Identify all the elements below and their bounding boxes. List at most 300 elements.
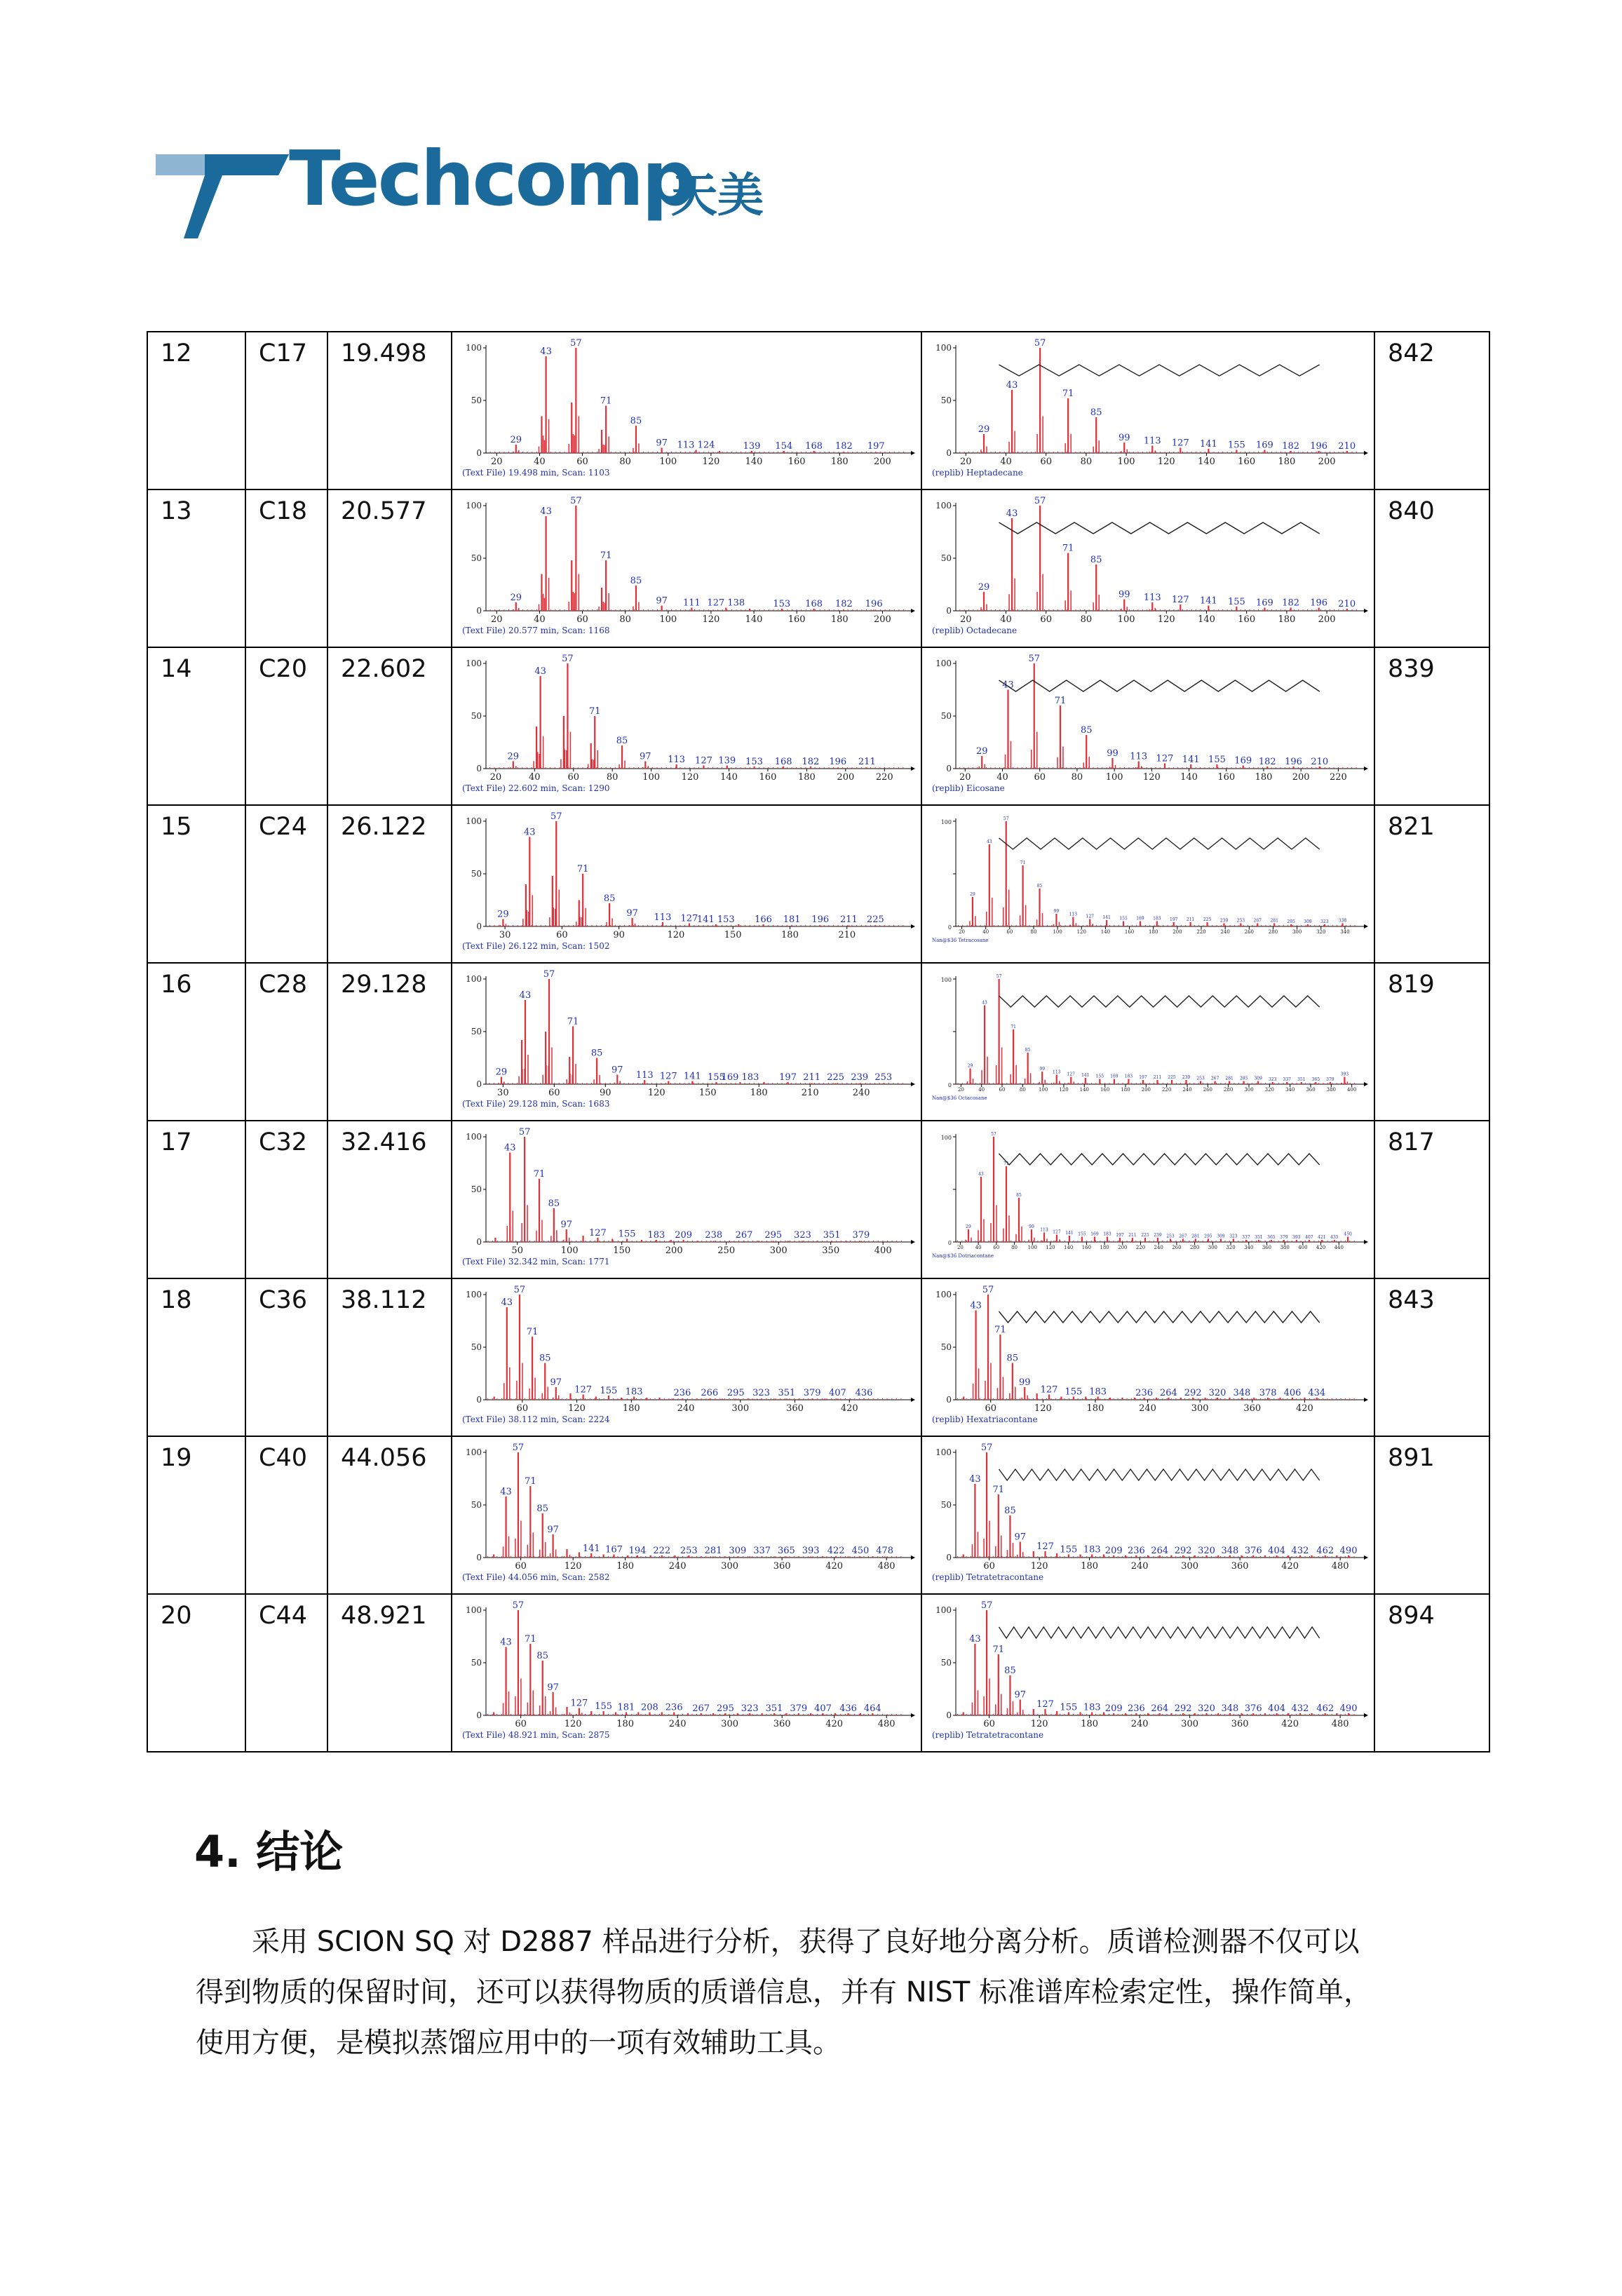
x-tick-label: 20 — [491, 457, 503, 467]
peak-label: 29 — [975, 746, 988, 757]
x-tick-label: 120 — [564, 1561, 582, 1572]
x-axis-arrow-icon — [911, 1713, 915, 1717]
peak-label: 208 — [641, 1702, 658, 1713]
peak-label: 127 — [1171, 595, 1189, 605]
peak-label: 155 — [1208, 755, 1226, 765]
peak-label: 57 — [1034, 338, 1046, 349]
alkane-structure-icon — [999, 522, 1320, 534]
x-tick-label: 90 — [600, 1088, 611, 1098]
x-tick-label: 200 — [1318, 614, 1336, 625]
peak-label: 320 — [1208, 1388, 1226, 1398]
peak-label: 85 — [536, 1504, 548, 1514]
peak-label: 464 — [863, 1703, 881, 1714]
peak-label: 253 — [874, 1072, 893, 1083]
retention-time: 44.056 — [327, 1436, 452, 1594]
y-tick-label: 50 — [940, 1342, 952, 1352]
peak-label: 211 — [1128, 1233, 1137, 1238]
peak-label: 43 — [519, 990, 532, 1001]
x-axis-arrow-icon — [911, 1555, 915, 1560]
x-tick-label: 160 — [1100, 1087, 1110, 1093]
x-tick-label: 320 — [1316, 929, 1326, 935]
peak-label: 71 — [992, 1485, 1005, 1495]
match-score: 891 — [1374, 1436, 1489, 1594]
peak-label: 71 — [1054, 696, 1067, 706]
x-tick-label: 120 — [1157, 614, 1175, 625]
retention-time: 48.921 — [327, 1594, 452, 1752]
ms-results-table — [147, 331, 1490, 1753]
peak-label: 209 — [1104, 1703, 1123, 1714]
retention-time: 26.122 — [327, 805, 452, 963]
peak-label: 236 — [1127, 1546, 1145, 1556]
spectrum-caption: (Text File) 19.498 min, Scan: 1103 — [462, 468, 610, 478]
peak-label: 85 — [1036, 884, 1043, 889]
peak-label: 323 — [1229, 1234, 1238, 1239]
peak-label: 85 — [603, 893, 616, 904]
x-tick-label: 160 — [1238, 614, 1256, 625]
x-tick-label: 80 — [1080, 457, 1093, 467]
x-tick-label: 20 — [957, 1245, 964, 1250]
row-number: 15 — [147, 805, 245, 963]
table-row — [147, 647, 1489, 805]
x-tick-label: 300 — [721, 1561, 739, 1572]
peak-label: 182 — [835, 441, 853, 452]
table-row — [147, 1278, 1489, 1436]
x-tick-label: 300 — [769, 1245, 788, 1256]
x-tick-label: 180 — [1278, 614, 1296, 625]
sample-spectrum-cell — [452, 1436, 921, 1594]
x-tick-label: 160 — [1124, 929, 1135, 935]
x-tick-label: 120 — [667, 930, 685, 940]
peak-label: 57 — [512, 1600, 525, 1611]
y-tick-label: 50 — [940, 553, 952, 563]
library-spectrum-cell — [921, 1278, 1374, 1436]
peak-label: 351 — [1297, 1077, 1306, 1082]
x-tick-label: 340 — [1340, 929, 1350, 935]
x-tick-label: 360 — [1306, 1087, 1316, 1093]
x-tick-label: 60 — [556, 930, 568, 940]
sample-spectrum-cell — [452, 647, 921, 805]
x-tick-label: 260 — [1244, 929, 1255, 935]
compound-name: C40 — [245, 1436, 327, 1594]
peak-label: 166 — [755, 914, 772, 925]
mass-spectrum-chart — [922, 964, 1374, 1119]
peak-label: 267 — [1179, 1234, 1187, 1239]
peak-label: 43 — [986, 839, 992, 844]
peak-label: 379 — [803, 1388, 821, 1398]
conclusion-line: 得到物质的保留时间，还可以获得物质的质谱信息，并有 NIST 标准谱库检索定性，操作简单， — [196, 1976, 1372, 2008]
peak-label: 85 — [1025, 1048, 1031, 1053]
x-tick-label: 180 — [750, 1088, 768, 1098]
x-tick-label: 180 — [830, 614, 849, 625]
y-tick-label: 100 — [940, 1135, 952, 1141]
peak-label: 337 — [753, 1546, 771, 1556]
peak-label: 85 — [548, 1198, 560, 1209]
alkane-structure-icon — [999, 365, 1320, 376]
peak-label: 97 — [1014, 1532, 1027, 1543]
x-tick-label: 140 — [1180, 772, 1198, 783]
compound-name: C36 — [245, 1278, 327, 1436]
x-tick-label: 140 — [745, 457, 763, 467]
peak-label: 43 — [500, 1487, 512, 1497]
x-tick-label: 180 — [1081, 1561, 1099, 1572]
peak-label: 113 — [1069, 912, 1078, 917]
peak-label: 196 — [1310, 441, 1328, 452]
retention-time: 19.498 — [327, 332, 452, 489]
peak-label: 421 — [1318, 1235, 1326, 1240]
x-tick-label: 340 — [1244, 1245, 1254, 1250]
x-tick-label: 50 — [511, 1245, 523, 1256]
peak-label: 127 — [1171, 438, 1189, 449]
peak-label: 365 — [1311, 1077, 1320, 1082]
peak-label: 196 — [829, 757, 847, 767]
peak-label: 435 — [1330, 1235, 1339, 1240]
x-tick-label: 160 — [1081, 1245, 1092, 1250]
peak-label: 155 — [1078, 1231, 1086, 1237]
peak-label: 239 — [1219, 918, 1229, 924]
x-tick-label: 120 — [1030, 1561, 1048, 1572]
peak-label: 337 — [1283, 1077, 1291, 1082]
peak-label: 71 — [525, 1476, 536, 1487]
peak-label: 225 — [827, 1072, 845, 1083]
peak-label: 43 — [1006, 508, 1018, 519]
logo-wordmark: Techcomp — [289, 135, 694, 223]
x-tick-label: 180 — [616, 1561, 635, 1572]
peak-label: 264 — [1151, 1546, 1169, 1556]
peak-label: 155 — [595, 1701, 613, 1712]
x-tick-label: 340 — [1285, 1087, 1295, 1093]
peak-label: 197 — [1139, 1075, 1147, 1080]
x-tick-label: 120 — [1157, 457, 1175, 467]
peak-label: 127 — [574, 1384, 593, 1396]
x-tick-label: 180 — [1121, 1087, 1130, 1093]
x-tick-label: 120 — [1034, 1403, 1052, 1414]
peak-label: 266 — [701, 1388, 719, 1398]
x-tick-label: 60 — [515, 1719, 527, 1729]
peak-label: 155 — [1227, 597, 1245, 607]
x-tick-label: 100 — [659, 457, 677, 467]
peak-label: 71 — [588, 706, 601, 717]
peak-label: 113 — [1130, 751, 1148, 762]
peak-label: 155 — [600, 1386, 618, 1396]
peak-label: 141 — [1102, 915, 1111, 920]
x-tick-label: 100 — [560, 1245, 579, 1256]
x-tick-label: 120 — [1046, 1245, 1055, 1250]
peak-label: 127 — [589, 1228, 607, 1238]
peak-label: 182 — [835, 599, 853, 609]
peak-label: 267 — [1210, 1076, 1219, 1081]
peak-label: 71 — [526, 1327, 539, 1337]
peak-label: 127 — [1036, 1699, 1054, 1710]
library-spectrum-cell — [921, 647, 1374, 805]
row-number: 16 — [147, 963, 245, 1121]
conclusion-line: 采用 SCION SQ 对 D2887 样品进行分析，获得了良好地分离分析。质谱检测器不仅可以 — [196, 1926, 1360, 1958]
spectrum-caption: (Text File) 32.342 min, Scan: 1771 — [462, 1257, 610, 1267]
x-tick-label: 320 — [1226, 1245, 1236, 1250]
mass-spectrum-chart — [922, 1279, 1374, 1435]
y-tick-label: 100 — [935, 1447, 952, 1457]
peak-label: 57 — [991, 1132, 996, 1137]
y-tick-label: 0 — [946, 448, 952, 458]
peak-label: 141 — [683, 1071, 701, 1082]
x-axis-arrow-icon — [1364, 1713, 1368, 1717]
spectrum-caption: (Text File) 22.602 min, Scan: 1290 — [462, 783, 610, 793]
spectrum-caption: Nan@$36 Octacosane — [932, 1095, 987, 1101]
peak-label: 183 — [1103, 1231, 1111, 1237]
peak-label: 113 — [668, 755, 686, 765]
peak-label: 99 — [1107, 748, 1118, 759]
peak-label: 295 — [1204, 1234, 1212, 1239]
x-tick-label: 160 — [1217, 772, 1236, 783]
mass-spectrum-chart — [452, 490, 921, 646]
peak-label: 127 — [570, 1698, 588, 1709]
x-tick-label: 380 — [1326, 1087, 1337, 1093]
peak-label: 292 — [1174, 1546, 1192, 1556]
x-tick-label: 60 — [1006, 929, 1013, 935]
peak-label: 127 — [695, 755, 712, 767]
x-tick-label: 60 — [1040, 614, 1052, 625]
x-tick-label: 440 — [1334, 1245, 1344, 1250]
peak-label: 85 — [536, 1651, 548, 1661]
x-tick-label: 380 — [1280, 1245, 1290, 1250]
peak-label: 43 — [524, 827, 536, 838]
x-tick-label: 280 — [1268, 929, 1278, 935]
peak-label: 85 — [1090, 407, 1102, 418]
y-tick-label: 0 — [946, 1395, 952, 1405]
x-tick-label: 20 — [959, 772, 971, 783]
peak-label: 407 — [1305, 1235, 1313, 1240]
peak-label: 85 — [1004, 1666, 1016, 1676]
peak-label: 127 138 — [707, 597, 745, 609]
x-tick-label: 360 — [1262, 1245, 1272, 1250]
compound-name: C32 — [245, 1121, 327, 1278]
peak-label: 99 — [1118, 589, 1130, 600]
peak-label: 236 — [1127, 1703, 1145, 1714]
peak-label: 450 — [1344, 1231, 1352, 1237]
x-tick-label: 60 — [983, 1561, 995, 1572]
peak-label: 253 — [1236, 918, 1245, 924]
peak-label: 379 — [790, 1703, 808, 1714]
peak-label: 155 — [618, 1229, 636, 1240]
peak-label: 99 — [1118, 433, 1130, 443]
peak-label: 320 — [1198, 1703, 1215, 1714]
x-tick-label: 300 — [1181, 1719, 1199, 1729]
x-tick-label: 180 — [830, 457, 849, 467]
match-score: 843 — [1374, 1278, 1489, 1436]
row-number: 14 — [147, 647, 245, 805]
peak-label: 379 — [1280, 1235, 1288, 1240]
spectrum-caption: (Text File) 44.056 min, Scan: 2582 — [462, 1572, 610, 1582]
y-tick-label: 0 — [476, 1553, 482, 1562]
compound-name: C24 — [245, 805, 327, 963]
peak-label: 379 — [1326, 1077, 1334, 1082]
peak-label: 97 — [547, 1682, 559, 1693]
y-tick-label: 50 — [471, 1184, 482, 1194]
peak-label: 99 — [1039, 1067, 1046, 1072]
peak-label: 71 — [533, 1169, 546, 1180]
y-tick-label: 100 — [466, 659, 482, 668]
peak-label: 378 — [1259, 1388, 1277, 1398]
y-tick-label: 100 — [466, 1605, 482, 1615]
peak-label: 169 — [1256, 440, 1273, 451]
x-axis-arrow-icon — [1364, 1555, 1368, 1560]
peak-label: 71 — [600, 396, 612, 407]
peak-label: 196 — [1310, 597, 1328, 609]
x-tick-label: 60 — [1040, 457, 1052, 467]
peak-label: 169 — [1110, 1074, 1118, 1079]
x-tick-label: 200 — [1118, 1245, 1128, 1250]
peak-label: 407 — [814, 1703, 832, 1714]
x-tick-label: 120 — [1076, 929, 1086, 935]
row-number: 12 — [147, 332, 245, 489]
peak-label: 85 — [539, 1353, 551, 1364]
peak-label: 432 — [1291, 1703, 1309, 1714]
x-tick-label: 480 — [877, 1719, 896, 1729]
x-tick-label: 420 — [825, 1719, 844, 1729]
x-tick-label: 140 — [1100, 929, 1111, 935]
peak-label: 113 — [1143, 435, 1161, 447]
peak-label: 211 — [1186, 917, 1195, 922]
peak-label: 323 — [1269, 1077, 1277, 1082]
peak-label: 309 — [1254, 1076, 1262, 1081]
x-tick-label: 40 — [982, 929, 989, 935]
mass-spectrum-chart — [922, 1595, 1374, 1750]
x-tick-label: 30 — [499, 930, 511, 940]
x-tick-label: 60 — [567, 772, 580, 783]
x-tick-label: 220 — [1161, 1087, 1172, 1093]
match-score: 839 — [1374, 647, 1489, 805]
peak-label: 295 — [726, 1388, 745, 1398]
x-tick-label: 210 — [838, 930, 856, 940]
peak-label: 127 — [680, 913, 698, 924]
table-row — [147, 805, 1489, 963]
row-number: 18 — [147, 1278, 245, 1436]
mass-spectrum-chart — [452, 1279, 921, 1435]
mass-spectrum-chart — [922, 806, 1374, 961]
x-tick-label: 60 — [576, 614, 588, 625]
peak-label: 351 — [778, 1388, 796, 1398]
x-tick-label: 40 — [1000, 457, 1012, 467]
peak-label: 97 — [656, 438, 668, 449]
peak-label: 71 — [1062, 543, 1074, 554]
peak-label: 351 — [1255, 1235, 1263, 1240]
match-score: 840 — [1374, 489, 1489, 647]
x-tick-label: 300 — [1292, 929, 1302, 935]
peak-label: 376 — [1244, 1703, 1262, 1714]
peak-label: 57 — [1003, 816, 1009, 821]
y-tick-label: 50 — [471, 553, 482, 563]
x-axis-arrow-icon — [1364, 451, 1368, 455]
alkane-structure-icon — [999, 996, 1320, 1007]
x-tick-label: 100 — [659, 614, 677, 625]
peak-label: 267 — [735, 1230, 753, 1241]
y-tick-label: 100 — [466, 974, 482, 984]
peak-label: 57 — [550, 811, 562, 822]
compound-name: C18 — [245, 489, 327, 647]
peak-label: 29 — [507, 751, 520, 762]
x-tick-label: 200 — [874, 614, 891, 625]
y-tick-label: 0 — [476, 1079, 482, 1089]
peak-label: 197 — [1170, 917, 1178, 922]
peak-label: 57 — [562, 654, 574, 664]
match-score: 819 — [1374, 963, 1489, 1121]
peak-label: 127 — [1053, 1229, 1061, 1235]
peak-label: 422 — [827, 1546, 845, 1556]
x-tick-label: 40 — [996, 772, 1008, 783]
x-tick-label: 100 — [1027, 1245, 1037, 1250]
peak-label: 113 124 — [677, 440, 715, 451]
x-tick-label: 260 — [1172, 1245, 1182, 1250]
peak-label: 404 — [1268, 1703, 1286, 1714]
x-tick-label: 360 — [773, 1719, 791, 1729]
x-tick-label: 240 — [1182, 1087, 1192, 1093]
x-tick-label: 80 — [1080, 614, 1093, 625]
mass-spectrum-chart — [922, 490, 1374, 646]
y-tick-label: 0 — [946, 606, 952, 616]
peak-label: 57 — [570, 496, 582, 506]
peak-label: 182 — [802, 757, 820, 767]
x-tick-label: 100 — [1053, 929, 1062, 935]
peak-label: 113 — [1040, 1227, 1048, 1233]
peak-label: 238 — [705, 1230, 723, 1241]
peak-label: 43 — [1006, 380, 1018, 391]
peak-label: 43 — [969, 1634, 981, 1645]
x-tick-label: 90 — [613, 930, 625, 940]
peak-label: 29 — [970, 892, 975, 897]
peak-label: 127 — [659, 1071, 677, 1082]
peak-label: 183 — [647, 1230, 665, 1241]
peak-label: 85 — [630, 576, 642, 586]
table-row — [147, 1121, 1489, 1278]
peak-label: 225 — [1168, 1075, 1176, 1080]
library-spectrum-cell — [921, 332, 1374, 489]
peak-label: 351 — [823, 1230, 841, 1241]
peak-label: 85 — [1004, 1506, 1016, 1516]
peak-label: 309 — [729, 1546, 747, 1556]
peak-label: 292 — [1174, 1703, 1192, 1714]
peak-label: 155 — [1119, 916, 1128, 921]
peak-label: 85 — [1090, 555, 1102, 565]
x-axis-arrow-icon — [1364, 1082, 1368, 1086]
peak-label: 351 — [765, 1703, 783, 1714]
x-tick-label: 20 — [959, 929, 965, 935]
peak-label: 348 — [1233, 1388, 1251, 1398]
x-tick-label: 140 — [745, 614, 763, 625]
x-tick-label: 120 — [681, 772, 699, 783]
peak-label: 43 — [540, 506, 552, 517]
alkane-structure-icon — [999, 680, 1320, 691]
x-tick-label: 60 — [516, 1403, 529, 1414]
peak-label: 29 — [495, 1067, 508, 1078]
y-tick-label: 50 — [940, 396, 952, 405]
peak-label: 211 — [840, 914, 858, 925]
peak-label: 99 — [1029, 1224, 1034, 1229]
y-tick-label: 0 — [946, 764, 952, 774]
peak-label: 478 — [876, 1546, 894, 1556]
peak-label: 127 — [1086, 914, 1094, 919]
x-tick-label: 60 — [993, 1245, 1000, 1250]
x-tick-label: 400 — [1298, 1245, 1308, 1250]
x-tick-label: 20 — [491, 614, 503, 625]
peak-label: 85 — [590, 1048, 603, 1059]
peak-label: 211 — [803, 1072, 821, 1083]
y-tick-label: 50 — [471, 711, 482, 721]
peak-label: 236 — [673, 1388, 691, 1398]
peak-label: 197 — [867, 441, 885, 452]
x-tick-label: 360 — [786, 1403, 804, 1414]
peak-label: 236 — [665, 1702, 683, 1713]
peak-label: 406 — [1283, 1388, 1302, 1398]
peak-label: 153 — [773, 599, 791, 609]
